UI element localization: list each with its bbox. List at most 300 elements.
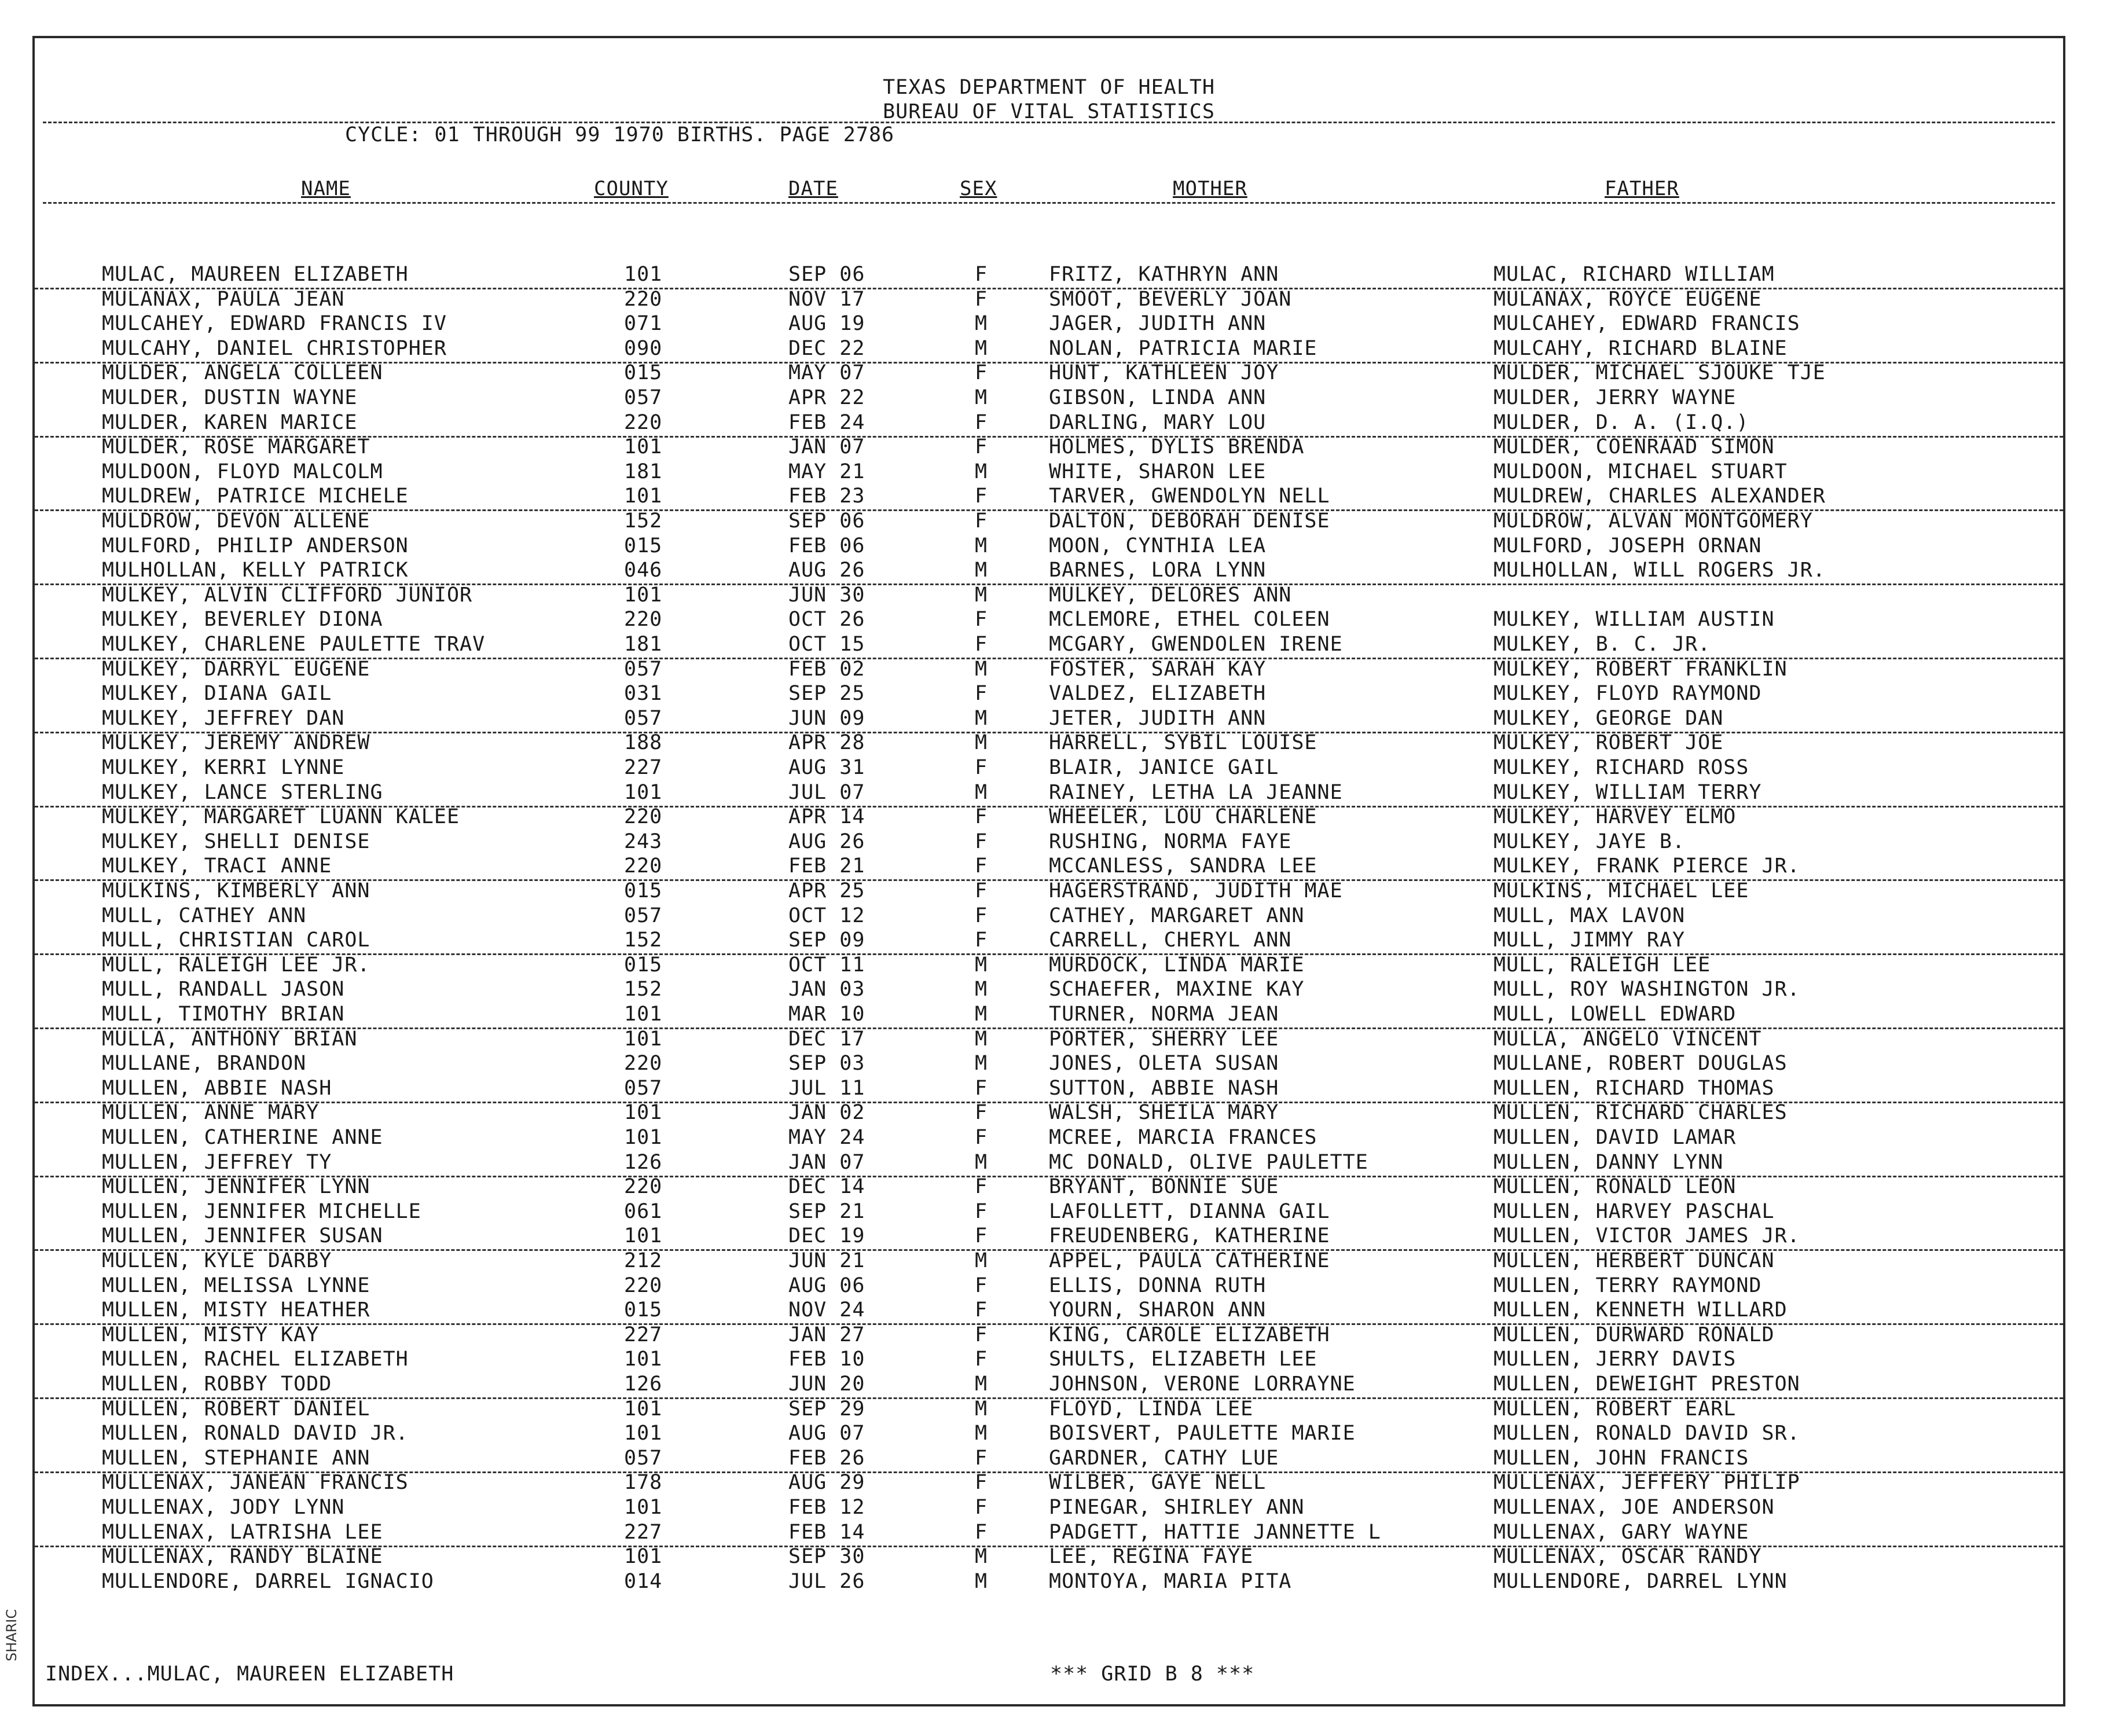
cell-sex: F bbox=[975, 1323, 988, 1346]
cell-sex: M bbox=[975, 1422, 988, 1445]
cell-mother: MCLEMORE, ETHEL COLEEN bbox=[1049, 608, 1330, 632]
cell-name: MULKEY, JEFFREY DAN bbox=[102, 706, 345, 730]
table-row bbox=[35, 830, 2063, 855]
cell-sex: F bbox=[975, 1348, 988, 1371]
cell-mother: JAGER, JUDITH ANN bbox=[1049, 312, 1267, 336]
cell-name: MULLENDORE, DARREL IGNACIO bbox=[102, 1569, 434, 1593]
cell-date: JUN 09 bbox=[788, 706, 865, 730]
cell-mother: FREUDENBERG, KATHERINE bbox=[1049, 1224, 1330, 1248]
table-row bbox=[35, 1496, 2063, 1521]
cell-name: MULLEN, RONALD DAVID JR. bbox=[102, 1422, 409, 1445]
cell-mother: BARNES, LORA LYNN bbox=[1049, 559, 1267, 582]
cell-name: MULLEN, KYLE DARBY bbox=[102, 1249, 332, 1272]
cell-father: MULLENAX, GARY WAYNE bbox=[1493, 1520, 1749, 1544]
cell-name: MULL, CATHEY ANN bbox=[102, 904, 307, 927]
cell-sex: M bbox=[975, 583, 988, 607]
table-row bbox=[35, 485, 2063, 511]
cell-name: MULLEN, STEPHANIE ANN bbox=[102, 1446, 370, 1470]
table-row bbox=[35, 658, 2063, 682]
cell-mother: NOLAN, PATRICIA MARIE bbox=[1049, 336, 1317, 360]
cell-county: 152 bbox=[624, 978, 663, 1001]
cell-sex: M bbox=[975, 559, 988, 582]
bureau-title: BUREAU OF VITAL STATISTICS bbox=[883, 100, 1215, 123]
cell-sex: F bbox=[975, 361, 988, 385]
cell-date: SEP 03 bbox=[788, 1052, 865, 1076]
cell-name: MULKEY, MARGARET LUANN KALEE bbox=[102, 805, 460, 829]
table-row bbox=[35, 1027, 2063, 1052]
cell-sex: M bbox=[975, 780, 988, 804]
cell-county: 031 bbox=[624, 682, 663, 706]
table-row bbox=[35, 904, 2063, 929]
cell-county: 015 bbox=[624, 1298, 663, 1322]
cell-father: MULKEY, FLOYD RAYMOND bbox=[1493, 682, 1762, 706]
cell-mother: WHITE, SHARON LEE bbox=[1049, 460, 1267, 483]
cell-county: 212 bbox=[624, 1249, 663, 1272]
cell-father: MULCAHEY, EDWARD FRANCIS bbox=[1493, 312, 1800, 336]
cell-name: MULLENAX, JANEAN FRANCIS bbox=[102, 1471, 409, 1495]
table-row bbox=[35, 707, 2063, 733]
cell-mother: MURDOCK, LINDA MARIE bbox=[1049, 953, 1305, 977]
cell-name: MULKEY, ALVIN CLIFFORD JUNIOR bbox=[102, 583, 473, 607]
cell-father: MULLEN, HERBERT DUNCAN bbox=[1493, 1249, 1775, 1272]
cell-name: MULLEN, ROBBY TODD bbox=[102, 1372, 332, 1396]
cell-county: 101 bbox=[624, 583, 663, 607]
table-row bbox=[35, 1151, 2063, 1177]
cell-county: 227 bbox=[624, 1520, 663, 1544]
cell-father: MULDROW, ALVAN MONTGOMERY bbox=[1493, 509, 1813, 533]
table-row bbox=[35, 263, 2063, 289]
cell-date: FEB 06 bbox=[788, 534, 865, 557]
table-row bbox=[35, 953, 2063, 978]
cell-name: MULL, RANDALL JASON bbox=[102, 978, 345, 1001]
table-row bbox=[35, 1052, 2063, 1077]
cell-name: MULLEN, ANNE MARY bbox=[102, 1101, 320, 1125]
cell-sex: F bbox=[975, 1273, 988, 1297]
cell-date: DEC 14 bbox=[788, 1175, 865, 1199]
cell-father: MULKEY, B. C. JR. bbox=[1493, 633, 1711, 656]
cell-date: DEC 19 bbox=[788, 1224, 865, 1248]
cell-date: NOV 17 bbox=[788, 287, 865, 311]
cell-name: MULLEN, JENNIFER LYNN bbox=[102, 1175, 370, 1199]
cell-sex: M bbox=[975, 657, 988, 681]
record-sheet bbox=[32, 36, 2065, 1706]
cell-county: 057 bbox=[624, 1446, 663, 1470]
cell-father: MULL, RALEIGH LEE bbox=[1493, 953, 1711, 977]
table-row bbox=[35, 361, 2063, 386]
cell-name: MULANAX, PAULA JEAN bbox=[102, 287, 345, 311]
cell-date: OCT 26 bbox=[788, 608, 865, 632]
cell-father: MULLEN, ROBERT EARL bbox=[1493, 1397, 1737, 1421]
cell-sex: F bbox=[975, 854, 988, 878]
cell-name: MULLEN, MELISSA LYNNE bbox=[102, 1273, 370, 1297]
cell-county: 057 bbox=[624, 386, 663, 409]
cell-date: JAN 03 bbox=[788, 978, 865, 1001]
cell-father: MULKEY, WILLIAM AUSTIN bbox=[1493, 608, 1775, 632]
cell-mother: CATHEY, MARGARET ANN bbox=[1049, 904, 1305, 927]
cell-mother: WHEELER, LOU CHARLENE bbox=[1049, 805, 1317, 829]
cell-date: FEB 10 bbox=[788, 1348, 865, 1371]
cell-name: MULKEY, BEVERLEY DIONA bbox=[102, 608, 383, 632]
column-header-father: FATHER bbox=[1605, 177, 1679, 200]
cell-county: 101 bbox=[624, 1003, 663, 1026]
cell-father: MULKEY, ROBERT JOE bbox=[1493, 731, 1724, 755]
cell-county: 101 bbox=[624, 1224, 663, 1248]
cell-date: OCT 15 bbox=[788, 633, 865, 656]
cell-father: MULLA, ANGELO VINCENT bbox=[1493, 1027, 1762, 1051]
table-row bbox=[35, 1224, 2063, 1251]
cell-name: MULDREW, PATRICE MICHELE bbox=[102, 485, 409, 508]
cell-mother: DALTON, DEBORAH DENISE bbox=[1049, 509, 1330, 533]
cell-mother: GIBSON, LINDA ANN bbox=[1049, 386, 1267, 409]
cycle-line: CYCLE: 01 THROUGH 99 1970 BIRTHS. PAGE 2786 bbox=[345, 123, 895, 146]
table-row bbox=[35, 534, 2063, 559]
table-row bbox=[35, 460, 2063, 485]
cell-father: MULLEN, DURWARD RONALD bbox=[1493, 1323, 1775, 1346]
cell-father: MULLEN, RICHARD THOMAS bbox=[1493, 1076, 1775, 1100]
cell-father: MULDOON, MICHAEL STUART bbox=[1493, 460, 1788, 483]
cell-mother: GARDNER, CATHY LUE bbox=[1049, 1446, 1279, 1470]
cell-county: 220 bbox=[624, 805, 663, 829]
column-header-mother: MOTHER bbox=[1173, 177, 1247, 200]
cell-county: 015 bbox=[624, 953, 663, 977]
cell-county: 101 bbox=[624, 1397, 663, 1421]
table-row bbox=[35, 879, 2063, 904]
cell-mother: BRYANT, BONNIE SUE bbox=[1049, 1175, 1279, 1199]
cell-county: 015 bbox=[624, 361, 663, 385]
cell-mother: VALDEZ, ELIZABETH bbox=[1049, 682, 1267, 706]
cell-county: 220 bbox=[624, 1273, 663, 1297]
cell-county: 178 bbox=[624, 1471, 663, 1495]
table-row bbox=[35, 1323, 2063, 1348]
cell-date: JAN 27 bbox=[788, 1323, 865, 1346]
cell-name: MULDER, ANGELA COLLEEN bbox=[102, 361, 383, 385]
cell-name: MULL, CHRISTIAN CAROL bbox=[102, 928, 370, 952]
cell-county: 015 bbox=[624, 534, 663, 557]
cell-name: MULLEN, JENNIFER MICHELLE bbox=[102, 1199, 421, 1223]
cell-mother: HOLMES, DYLIS BRENDA bbox=[1049, 435, 1305, 459]
cell-father: MULHOLLAN, WILL ROGERS JR. bbox=[1493, 559, 1826, 582]
cell-date: NOV 24 bbox=[788, 1298, 865, 1322]
cell-county: 220 bbox=[624, 854, 663, 878]
cell-date: AUG 31 bbox=[788, 756, 865, 779]
table-row bbox=[35, 1397, 2063, 1422]
cell-mother: FOSTER, SARAH KAY bbox=[1049, 657, 1267, 681]
cell-mother: JETER, JUDITH ANN bbox=[1049, 706, 1267, 730]
cell-date: MAY 24 bbox=[788, 1126, 865, 1149]
table-row bbox=[35, 1101, 2063, 1126]
grid-label: *** GRID B 8 *** bbox=[1050, 1662, 1255, 1686]
cell-father: MULDER, COENRAAD SIMON bbox=[1493, 435, 1775, 459]
cell-county: 101 bbox=[624, 263, 663, 286]
cell-county: 126 bbox=[624, 1150, 663, 1174]
cell-name: MULLEN, CATHERINE ANNE bbox=[102, 1126, 383, 1149]
cell-sex: F bbox=[975, 1101, 988, 1125]
cell-mother: LAFOLLETT, DIANNA GAIL bbox=[1049, 1199, 1330, 1223]
cell-father: MULLEN, TERRY RAYMOND bbox=[1493, 1273, 1762, 1297]
cell-date: AUG 26 bbox=[788, 830, 865, 853]
cell-date: AUG 29 bbox=[788, 1471, 865, 1495]
cell-county: 101 bbox=[624, 1348, 663, 1371]
table-row bbox=[35, 756, 2063, 781]
cell-name: MULKEY, SHELLI DENISE bbox=[102, 830, 370, 853]
table-row bbox=[35, 1298, 2063, 1325]
cell-county: 101 bbox=[624, 1545, 663, 1569]
table-row bbox=[35, 435, 2063, 460]
cell-date: OCT 11 bbox=[788, 953, 865, 977]
cell-county: 227 bbox=[624, 1323, 663, 1346]
cell-mother: PORTER, SHERRY LEE bbox=[1049, 1027, 1279, 1051]
cell-sex: F bbox=[975, 756, 988, 779]
cell-sex: F bbox=[975, 879, 988, 902]
cell-date: MAY 21 bbox=[788, 460, 865, 483]
cell-name: MULLENAX, LATRISHA LEE bbox=[102, 1520, 383, 1544]
cell-mother: WILBER, GAYE NELL bbox=[1049, 1471, 1267, 1495]
table-row bbox=[35, 1471, 2063, 1496]
table-row bbox=[35, 928, 2063, 955]
cell-sex: M bbox=[975, 336, 988, 360]
cell-mother: BOISVERT, PAULETTE MARIE bbox=[1049, 1422, 1356, 1445]
cell-mother: JONES, OLETA SUSAN bbox=[1049, 1052, 1279, 1076]
cell-sex: F bbox=[975, 1496, 988, 1519]
cell-date: FEB 26 bbox=[788, 1446, 865, 1470]
cell-mother: ELLIS, DONNA RUTH bbox=[1049, 1273, 1267, 1297]
cell-sex: F bbox=[975, 509, 988, 533]
cell-sex: M bbox=[975, 731, 988, 755]
cell-date: JUL 26 bbox=[788, 1569, 865, 1593]
cell-county: 181 bbox=[624, 633, 663, 656]
cell-county: 101 bbox=[624, 1496, 663, 1519]
cell-date: OCT 12 bbox=[788, 904, 865, 927]
cell-county: 101 bbox=[624, 1422, 663, 1445]
cell-date: SEP 29 bbox=[788, 1397, 865, 1421]
cell-name: MULL, RALEIGH LEE JR. bbox=[102, 953, 370, 977]
cell-father: MULLENAX, OSCAR RANDY bbox=[1493, 1545, 1762, 1569]
cell-name: MULLEN, ABBIE NASH bbox=[102, 1076, 332, 1100]
cell-county: 220 bbox=[624, 608, 663, 632]
cell-mother: HUNT, KATHLEEN JOY bbox=[1049, 361, 1279, 385]
cell-mother: SMOOT, BEVERLY JOAN bbox=[1049, 287, 1292, 311]
cell-date: DEC 17 bbox=[788, 1027, 865, 1051]
cell-mother: FLOYD, LINDA LEE bbox=[1049, 1397, 1254, 1421]
cell-sex: M bbox=[975, 312, 988, 336]
cell-county: 071 bbox=[624, 312, 663, 336]
cell-sex: M bbox=[975, 534, 988, 557]
cell-date: AUG 26 bbox=[788, 559, 865, 582]
cell-date: JAN 07 bbox=[788, 435, 865, 459]
table-row bbox=[35, 1175, 2063, 1200]
table-row bbox=[35, 1126, 2063, 1151]
cell-name: MULKEY, LANCE STERLING bbox=[102, 780, 383, 804]
cell-father: MULLEN, DANNY LYNN bbox=[1493, 1150, 1724, 1174]
cell-date: JUN 20 bbox=[788, 1372, 865, 1396]
cell-county: 101 bbox=[624, 1101, 663, 1125]
cell-county: 057 bbox=[624, 1076, 663, 1100]
cell-sex: F bbox=[975, 263, 988, 286]
cell-name: MULDER, KAREN MARICE bbox=[102, 410, 358, 434]
cell-father: MULL, MAX LAVON bbox=[1493, 904, 1686, 927]
cell-father: MULLEN, RONALD LEON bbox=[1493, 1175, 1737, 1199]
cell-county: 220 bbox=[624, 1052, 663, 1076]
side-stamp: SHARIC bbox=[3, 1609, 20, 1661]
cell-date: FEB 23 bbox=[788, 485, 865, 508]
cell-county: 220 bbox=[624, 1175, 663, 1199]
cell-county: 057 bbox=[624, 657, 663, 681]
cell-father: MULDER, MICHAEL SJOUKE TJE bbox=[1493, 361, 1826, 385]
table-row bbox=[35, 1545, 2063, 1570]
cell-mother: MULKEY, DELORES ANN bbox=[1049, 583, 1292, 607]
cell-date: JUN 21 bbox=[788, 1249, 865, 1272]
cell-mother: KING, CAROLE ELIZABETH bbox=[1049, 1323, 1330, 1346]
cell-father: MULL, JIMMY RAY bbox=[1493, 928, 1686, 952]
cell-name: MULDOON, FLOYD MALCOLM bbox=[102, 460, 383, 483]
cell-mother: PADGETT, HATTIE JANNETTE L bbox=[1049, 1520, 1381, 1544]
cell-name: MULLEN, MISTY HEATHER bbox=[102, 1298, 370, 1322]
cell-sex: M bbox=[975, 706, 988, 730]
cell-date: AUG 19 bbox=[788, 312, 865, 336]
cell-name: MULDER, ROSE MARGARET bbox=[102, 435, 370, 459]
cell-mother: MCGARY, GWENDOLEN IRENE bbox=[1049, 633, 1343, 656]
column-header-date: DATE bbox=[788, 177, 838, 200]
cell-county: 220 bbox=[624, 287, 663, 311]
cell-father: MULKEY, GEORGE DAN bbox=[1493, 706, 1724, 730]
table-row bbox=[35, 608, 2063, 633]
cell-mother: FRITZ, KATHRYN ANN bbox=[1049, 263, 1279, 286]
cell-date: FEB 21 bbox=[788, 854, 865, 878]
cell-date: JAN 02 bbox=[788, 1101, 865, 1125]
cell-father: MULKEY, JAYE B. bbox=[1493, 830, 1686, 853]
cell-sex: F bbox=[975, 485, 988, 508]
table-row bbox=[35, 805, 2063, 830]
cell-name: MULKEY, DIANA GAIL bbox=[102, 682, 332, 706]
cell-date: JUL 07 bbox=[788, 780, 865, 804]
cell-father: MULDER, JERRY WAYNE bbox=[1493, 386, 1737, 409]
cell-mother: HAGERSTRAND, JUDITH MAE bbox=[1049, 879, 1343, 902]
column-header-sex: SEX bbox=[960, 177, 997, 200]
cell-county: 101 bbox=[624, 780, 663, 804]
cell-sex: F bbox=[975, 287, 988, 311]
cell-name: MULKEY, KERRI LYNNE bbox=[102, 756, 345, 779]
cell-sex: F bbox=[975, 1298, 988, 1322]
cell-date: SEP 09 bbox=[788, 928, 865, 952]
cell-father: MULL, ROY WASHINGTON JR. bbox=[1493, 978, 1800, 1001]
cell-date: DEC 22 bbox=[788, 336, 865, 360]
cell-date: FEB 14 bbox=[788, 1520, 865, 1544]
cell-date: MAR 10 bbox=[788, 1003, 865, 1026]
cell-sex: M bbox=[975, 953, 988, 977]
table-row bbox=[35, 1570, 2063, 1595]
cell-county: 188 bbox=[624, 731, 663, 755]
cell-date: APR 14 bbox=[788, 805, 865, 829]
department-title: TEXAS DEPARTMENT OF HEALTH bbox=[883, 76, 1215, 99]
cell-name: MULLANE, BRANDON bbox=[102, 1052, 307, 1076]
cell-sex: F bbox=[975, 682, 988, 706]
cell-name: MULKEY, CHARLENE PAULETTE TRAV bbox=[102, 633, 486, 656]
cell-father: MULKEY, FRANK PIERCE JR. bbox=[1493, 854, 1800, 878]
cell-sex: F bbox=[975, 633, 988, 656]
cell-name: MULKINS, KIMBERLY ANN bbox=[102, 879, 370, 902]
cell-mother: APPEL, PAULA CATHERINE bbox=[1049, 1249, 1330, 1272]
cell-mother: MCREE, MARCIA FRANCES bbox=[1049, 1126, 1317, 1149]
cell-date: AUG 06 bbox=[788, 1273, 865, 1297]
cell-date: AUG 07 bbox=[788, 1422, 865, 1445]
column-header-name: NAME bbox=[301, 177, 351, 200]
cell-county: 057 bbox=[624, 904, 663, 927]
cell-county: 152 bbox=[624, 928, 663, 952]
table-row bbox=[35, 1447, 2063, 1473]
cell-county: 057 bbox=[624, 706, 663, 730]
cell-father: MULLANE, ROBERT DOUGLAS bbox=[1493, 1052, 1788, 1076]
cell-sex: M bbox=[975, 386, 988, 409]
cell-sex: M bbox=[975, 1027, 988, 1051]
cell-mother: MCCANLESS, SANDRA LEE bbox=[1049, 854, 1317, 878]
cell-name: MULLENAX, RANDY BLAINE bbox=[102, 1545, 383, 1569]
cell-name: MULFORD, PHILIP ANDERSON bbox=[102, 534, 409, 557]
cell-mother: YOURN, SHARON ANN bbox=[1049, 1298, 1267, 1322]
table-row bbox=[35, 633, 2063, 659]
cell-sex: F bbox=[975, 410, 988, 434]
cell-father: MULKEY, ROBERT FRANKLIN bbox=[1493, 657, 1788, 681]
cell-name: MULCAHY, DANIEL CHRISTOPHER bbox=[102, 336, 447, 360]
cell-date: SEP 06 bbox=[788, 509, 865, 533]
cell-father: MULFORD, JOSEPH ORNAN bbox=[1493, 534, 1762, 557]
cell-date: MAY 07 bbox=[788, 361, 865, 385]
cell-father: MULL, LOWELL EDWARD bbox=[1493, 1003, 1737, 1026]
cell-father: MULKEY, WILLIAM TERRY bbox=[1493, 780, 1762, 804]
cell-county: 014 bbox=[624, 1569, 663, 1593]
cell-mother: BLAIR, JANICE GAIL bbox=[1049, 756, 1279, 779]
cell-father: MULLEN, JERRY DAVIS bbox=[1493, 1348, 1737, 1371]
cell-name: MULLEN, JENNIFER SUSAN bbox=[102, 1224, 383, 1248]
cell-father: MULLEN, DEWEIGHT PRESTON bbox=[1493, 1372, 1800, 1396]
cell-date: APR 25 bbox=[788, 879, 865, 902]
cell-name: MULDROW, DEVON ALLENE bbox=[102, 509, 370, 533]
cell-father: MULLEN, JOHN FRANCIS bbox=[1493, 1446, 1749, 1470]
cell-mother: WALSH, SHEILA MARY bbox=[1049, 1101, 1279, 1125]
cell-mother: SCHAEFER, MAXINE KAY bbox=[1049, 978, 1305, 1001]
cell-father: MULLEN, RONALD DAVID SR. bbox=[1493, 1422, 1800, 1445]
cell-mother: RUSHING, NORMA FAYE bbox=[1049, 830, 1292, 853]
cell-date: FEB 12 bbox=[788, 1496, 865, 1519]
cell-father: MULLENDORE, DARREL LYNN bbox=[1493, 1569, 1788, 1593]
cell-father: MULLENAX, JOE ANDERSON bbox=[1493, 1496, 1775, 1519]
cell-mother: HARRELL, SYBIL LOUISE bbox=[1049, 731, 1317, 755]
cell-sex: F bbox=[975, 928, 988, 952]
cell-county: 101 bbox=[624, 485, 663, 508]
cell-sex: M bbox=[975, 1052, 988, 1076]
cell-name: MULCAHEY, EDWARD FRANCIS IV bbox=[102, 312, 447, 336]
cell-mother: LEE, REGINA FAYE bbox=[1049, 1545, 1254, 1569]
cell-sex: F bbox=[975, 1076, 988, 1100]
cell-date: SEP 21 bbox=[788, 1199, 865, 1223]
table-row bbox=[35, 1003, 2063, 1029]
cell-mother: SHULTS, ELIZABETH LEE bbox=[1049, 1348, 1317, 1371]
cell-mother: MONTOYA, MARIA PITA bbox=[1049, 1569, 1292, 1593]
cell-county: 181 bbox=[624, 460, 663, 483]
table-row bbox=[35, 583, 2063, 608]
cell-date: FEB 02 bbox=[788, 657, 865, 681]
cell-county: 101 bbox=[624, 1126, 663, 1149]
cell-mother: JOHNSON, VERONE LORRAYNE bbox=[1049, 1372, 1356, 1396]
cell-sex: M bbox=[975, 460, 988, 483]
cell-date: JUL 11 bbox=[788, 1076, 865, 1100]
table-row bbox=[35, 411, 2063, 438]
cell-county: 090 bbox=[624, 336, 663, 360]
table-row bbox=[35, 559, 2063, 585]
index-label: INDEX...MULAC, MAUREEN ELIZABETH bbox=[45, 1662, 454, 1686]
cell-sex: F bbox=[975, 1520, 988, 1544]
table-row bbox=[35, 682, 2063, 707]
cell-name: MULLEN, ROBERT DANIEL bbox=[102, 1397, 370, 1421]
